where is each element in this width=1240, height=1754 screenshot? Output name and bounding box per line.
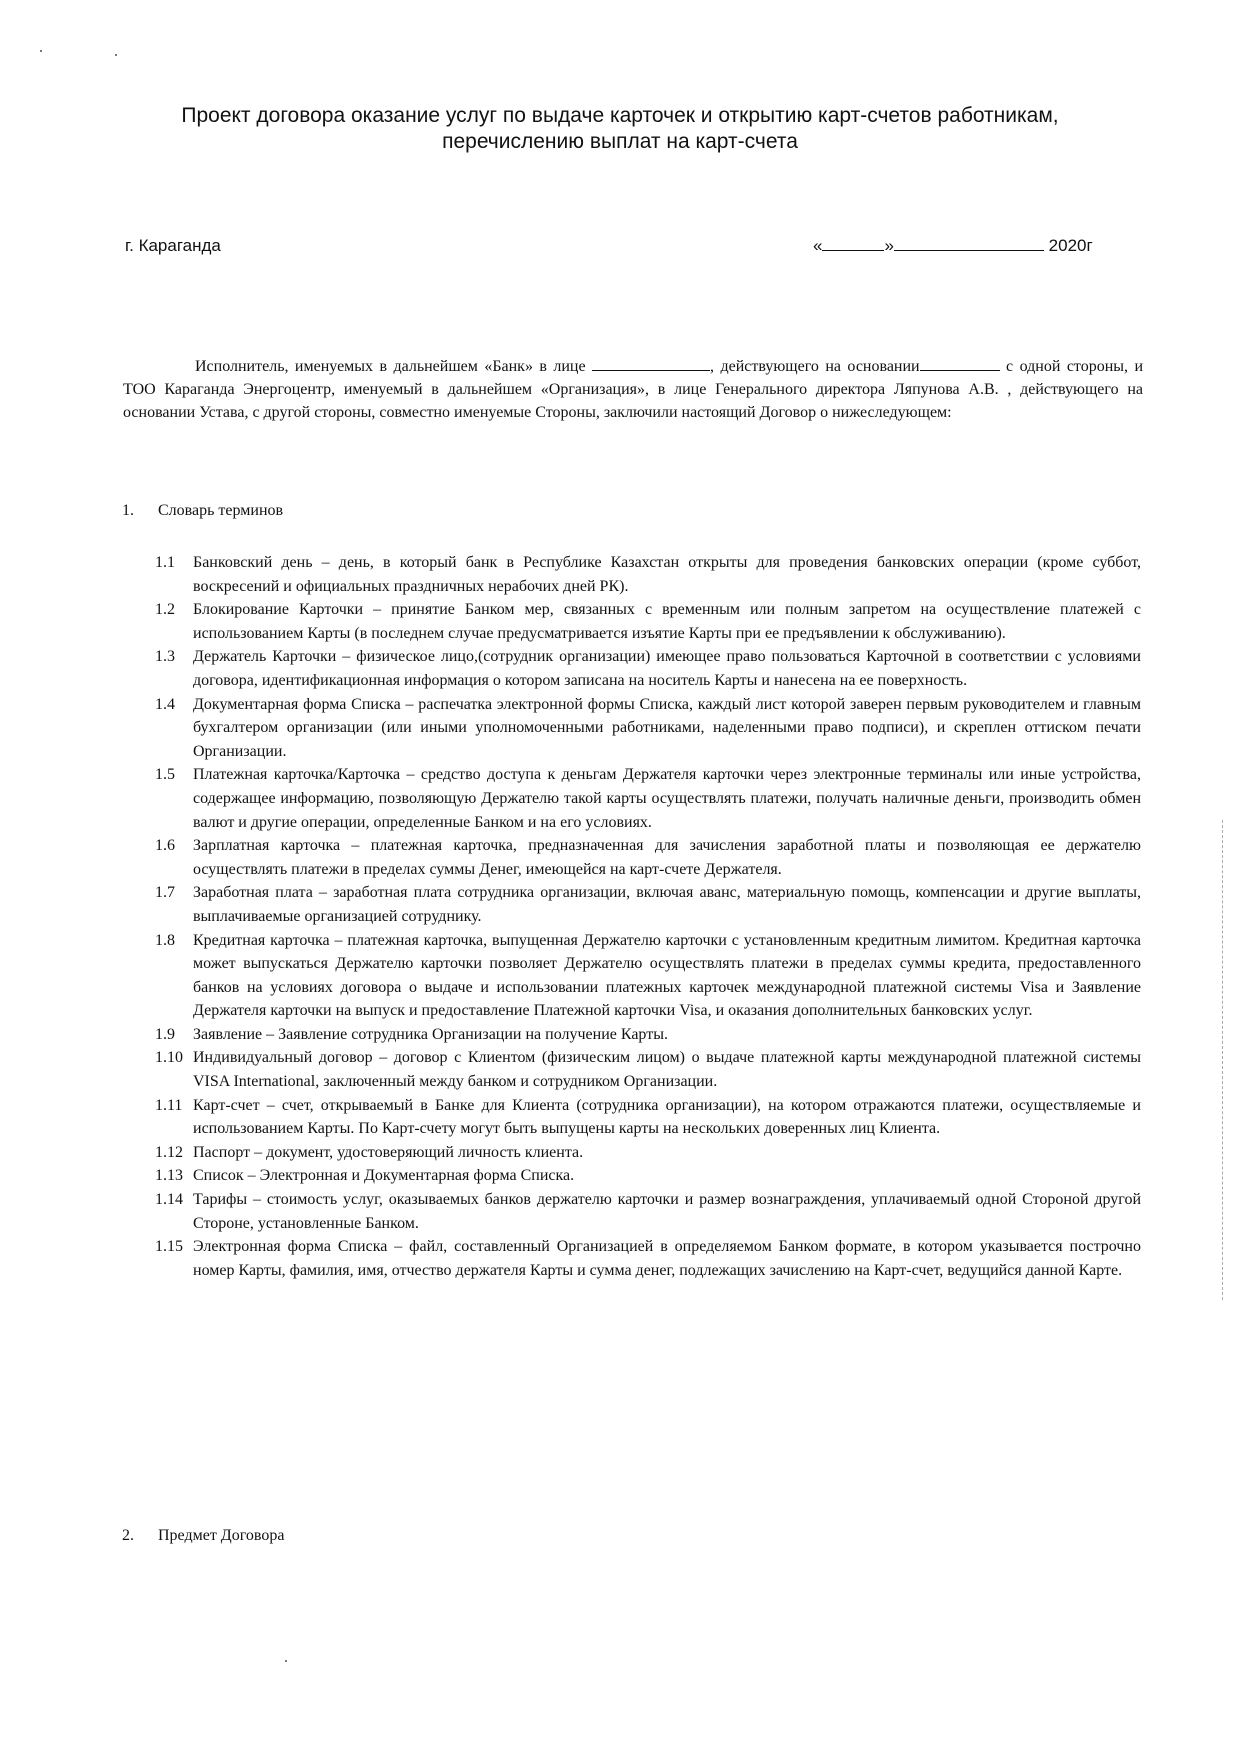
section-2-heading xyxy=(122,1527,284,1545)
scan-speck xyxy=(115,54,117,56)
day-blank xyxy=(822,236,884,251)
definition-text: Платежная карточка/Карточка – средство доступа к деньгам Держателя карточки через электронные терминалы или иные устройства, содержащее информацию, позволяющую Держателю такой карты осуществлять платежи, получать наличные деньги, производить обмен валют и другие операции, определенные Банком и на его условиях. xyxy=(193,766,1141,831)
definition-item xyxy=(155,1141,1141,1165)
definition-number: 1.9 xyxy=(155,1025,175,1043)
definition-number: 1.4 xyxy=(155,695,175,713)
definition-item xyxy=(155,763,1141,834)
definition-item xyxy=(155,598,1141,645)
definition-text: Список – Электронная и Документарная форма Списка. xyxy=(193,1167,575,1185)
definition-number: 1.2 xyxy=(155,601,175,619)
definition-item xyxy=(155,645,1141,692)
definition-text: Зарплатная карточка – платежная карточка, предназначенная для зачисления заработной платы и позволяющая ее держателю осуществлять платежи в пределах суммы Денег, имеющейся на карт-счете Держателя. xyxy=(193,837,1141,878)
definition-text: Заработная плата – заработная плата сотрудника организации, включая аванс, материальную помощь, компенсации и другие выплаты, выплачиваемые организацией сотруднику. xyxy=(193,884,1141,925)
definition-number: 1.6 xyxy=(155,837,175,855)
definition-text: Паспорт – документ, удостоверяющий личность клиента. xyxy=(193,1143,584,1161)
section-title: Предмет Договора xyxy=(158,1527,285,1544)
definition-text: Держатель Карточки – физическое лицо,(сотрудник организации) имеющее право пользоваться Карточной в соответствии с условиями договора, идентификационная информация о котором записана на носитель Карты и нанесена на ее поверхность. xyxy=(193,648,1141,689)
title-line-2: перечислению выплат на карт-счета xyxy=(442,130,798,153)
definition-item xyxy=(155,1046,1141,1093)
definition-number: 1.12 xyxy=(155,1143,183,1161)
definition-item xyxy=(155,693,1141,764)
definition-number: 1.15 xyxy=(155,1238,183,1256)
representative-blank xyxy=(592,356,710,371)
basis-blank xyxy=(920,356,1000,371)
scan-edge-line xyxy=(1222,820,1224,1300)
definition-item xyxy=(155,834,1141,881)
definition-number: 1.10 xyxy=(155,1049,183,1067)
definition-item xyxy=(155,881,1141,928)
definition-item xyxy=(155,1164,1141,1188)
preamble-part-2: , действующего на основании xyxy=(710,358,920,375)
definition-text: Банковский день – день, в который банк в Республике Казахстан открыты для проведения банковских операции (кроме суббот, воскресений и официальных праздничных нерабочих дней РК). xyxy=(193,554,1141,595)
date-year: 2020г xyxy=(1048,236,1093,255)
preamble-part-1: Исполнитель, именуемых в дальнейшем «Банк» в лице xyxy=(195,358,586,375)
month-blank xyxy=(894,236,1044,251)
section-number: 2. xyxy=(122,1527,134,1544)
title-line-1: Проект договора оказание услуг по выдаче карточек и открытию карт-счетов работникам, xyxy=(181,104,1059,127)
scan-speck xyxy=(285,1660,287,1662)
preamble xyxy=(123,355,1143,424)
definition-number: 1.11 xyxy=(155,1096,183,1114)
section-1-heading xyxy=(122,502,283,520)
definition-number: 1.8 xyxy=(155,931,175,949)
definition-text: Карт-счет – счет, открываемый в Банке для Клиента (сотрудника организации), на котором отражаются платежи, осуществляемые и использованием Карты. По Карт-счету могут быть выпущены карты на нескольких доверенных лиц Клиента. xyxy=(193,1096,1141,1138)
definition-text: Тарифы – стоимость услуг, оказываемых банков держателю карточки и размер вознаграждения, уплачиваемый одной Стороной другой Стороне, установленные Банком. xyxy=(193,1191,1141,1232)
definition-text: Индивидуальный договор – договор с Клиентом (физическим лицом) о выдаче платежной карты международной платежной системы VISA International, заключенный между банком и сотрудником Организации. xyxy=(193,1049,1141,1091)
definition-item xyxy=(155,1188,1141,1235)
section-number: 1. xyxy=(122,502,134,519)
definition-item xyxy=(155,929,1141,1023)
definition-item xyxy=(155,551,1141,598)
definition-number: 1.3 xyxy=(155,648,175,666)
definition-number: 1.13 xyxy=(155,1167,183,1185)
definition-text: Кредитная карточка – платежная карточка, выпущенная Держателю карточки с установленным кредитным лимитом. Кредитная карточка может выпускаться Держателю карточки позволяет Держателю осуществлять платежи в пределах суммы кредита, предоставленного банков на условиях договора о выдаче и использовании платежных карточек международной платежной системы Visa и Заявление Держателя карточки на выпуск и предоставление Платежной карточки Visa, и оказания дополнительных банковских услуг. xyxy=(193,931,1141,1020)
section-title: Словарь терминов xyxy=(158,502,284,519)
definition-text: Заявление – Заявление сотрудника Организации на получение Карты. xyxy=(193,1025,668,1043)
definition-number: 1.7 xyxy=(155,884,175,902)
preamble-part-3: с одной стороны, и ТОО Караганда Энергоцентр, именуемый в дальнейшем «Организация», в лице Генерального директора Ляпунова А.В. , действующего на основании Устава, с другой стороны, совместно именуемые Стороны, заключили настоящий Договор о нижеследующем: xyxy=(123,358,1143,421)
definition-text: Блокирование Карточки – принятие Банком мер, связанных с временным или полным запретом на осуществление платежей с использованием Карты (в последнем случае предусматривается изъятие Карты при ее предъявлении к обслуживанию). xyxy=(193,601,1141,642)
definition-number: 1.5 xyxy=(155,766,175,784)
date-close-quote: » xyxy=(884,236,894,255)
scan-speck xyxy=(40,50,42,52)
definition-item xyxy=(155,1094,1141,1141)
contract-date xyxy=(813,236,1093,256)
definition-number: 1.14 xyxy=(155,1191,183,1209)
definitions-list xyxy=(155,551,1141,1282)
city: г. Караганда xyxy=(125,236,221,255)
definition-text: Документарная форма Списка – распечатка электронной формы Списка, каждый лист которой заверен первым руководителем и главным бухгалтером организации (или иными уполномоченными работниками, наделенными право подписи), и скреплен оттиском печати Организации. xyxy=(193,695,1141,760)
date-open-quote: « xyxy=(813,236,823,255)
definition-text: Электронная форма Списка – файл, составленный Организацией в определяемом Банком формате, в котором указывается построчно номер Карты, фамилия, имя, отчество держателя Карты и сумма денег, подлежащих зачислению на Карт-счет, ведущийся данной Карте. xyxy=(193,1238,1141,1279)
definition-number: 1.1 xyxy=(155,554,175,571)
document-title xyxy=(120,103,1120,155)
definition-item xyxy=(155,1023,1141,1047)
definition-item xyxy=(155,1235,1141,1282)
